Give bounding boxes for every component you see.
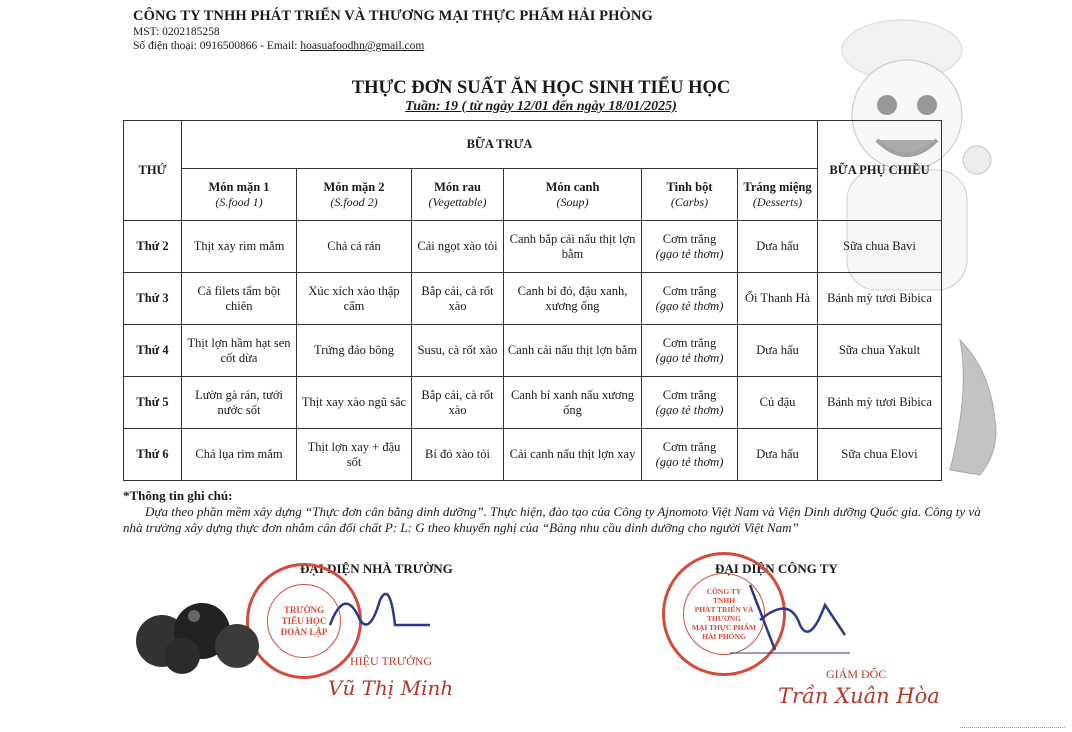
dish-text: Dưa hấu	[756, 447, 799, 461]
company-name: CÔNG TY TNHH PHÁT TRIỂN VÀ THƯƠNG MẠI THỰC PHẨM HẢI PHÒNG	[133, 8, 653, 24]
menu-cell	[504, 221, 642, 273]
principal-name: Vũ Thị Minh	[328, 676, 454, 700]
dish-text: Thịt lợn xay + đậu sốt	[307, 439, 401, 469]
menu-row	[124, 273, 942, 325]
dish-text: Cơm trắng	[662, 439, 717, 454]
menu-cell	[504, 273, 642, 325]
col-header	[738, 169, 818, 221]
dish-text: Bánh mỳ tươi Bibica	[827, 395, 932, 409]
dish-text: Bí đỏ xào tỏi	[425, 447, 490, 461]
menu-table	[123, 120, 942, 481]
dish-text: Lườn gà rán, tưới nước sốt	[195, 387, 283, 417]
menu-cell	[297, 377, 412, 429]
dish-text: Cải canh nấu thịt lợn xay	[509, 447, 636, 461]
dish-text: Ổi Thanh Hà	[744, 291, 811, 305]
col-name: Món canh	[545, 179, 600, 194]
stamp-text: TRƯỜNG	[283, 604, 325, 615]
col-name: Món mặn 1	[208, 179, 270, 194]
menu-cell	[412, 273, 504, 325]
tax-code: MST: 0202185258	[133, 26, 220, 38]
carb-note: (gạo tẻ thơm)	[655, 454, 724, 469]
phone-text: Số điện thoại: 0916500866 - Email:	[133, 40, 301, 52]
dish-text: Củ đậu	[759, 395, 796, 409]
page-edge-divider	[960, 727, 1065, 728]
stamp-text: TNHH	[712, 596, 736, 605]
menu-cell	[818, 377, 942, 429]
menu-cell	[182, 325, 297, 377]
menu-cell	[738, 325, 818, 377]
email-link[interactable]: hoasuafoodhn@gmail.com	[300, 40, 425, 52]
col-header	[182, 169, 297, 221]
menu-cell	[642, 273, 738, 325]
menu-body	[124, 221, 942, 481]
menu-cell	[297, 325, 412, 377]
menu-cell	[818, 273, 942, 325]
menu-cell	[412, 429, 504, 481]
dish-text: Canh bắp cải nấu thịt lợn bằm	[509, 231, 636, 261]
dish-text: Susu, cà rốt xào	[417, 343, 498, 357]
menu-cell	[182, 429, 297, 481]
day-cell: Thứ 2	[124, 221, 182, 273]
col-sub: (Vegettable)	[428, 194, 487, 209]
menu-row	[124, 377, 942, 429]
dish-text: Bắp cải, cà rốt xào	[421, 387, 494, 417]
dish-text: Canh bí đỏ, đậu xanh, xương ống	[517, 283, 628, 313]
col-header	[642, 169, 738, 221]
menu-row	[124, 429, 942, 481]
col-sub: (Carbs)	[670, 194, 709, 209]
col-name: Món mặn 2	[323, 179, 385, 194]
menu-cell	[412, 325, 504, 377]
notes-body: Dựa theo phần mềm xây dựng “Thực đơn cân bằng dinh dưỡng”. Thực hiện, đào tạo của Công ty Ajnomoto Việt Nam và Viện Dinh dưỡng Quốc gia. Công ty và nhà trường xây dựng thực đơn nhằm cân đối chất P: L: G theo khuyến nghị của “Bảng nhu cầu dinh dưỡng cho người Việt Nam”	[123, 504, 981, 535]
stamp-text: ĐOÀN LẬP	[280, 626, 328, 637]
col-name: Món rau	[434, 179, 481, 194]
menu-cell	[818, 429, 942, 481]
menu-cell	[297, 273, 412, 325]
menu-cell	[818, 325, 942, 377]
dish-text: Canh cải nấu thịt lợn bằm	[507, 343, 638, 357]
carb-note: (gạo tẻ thơm)	[655, 298, 724, 313]
menu-cell	[642, 221, 738, 273]
col-header	[504, 169, 642, 221]
menu-cell	[738, 273, 818, 325]
menu-cell	[504, 325, 642, 377]
day-cell: Thứ 3	[124, 273, 182, 325]
day-cell: Thứ 4	[124, 325, 182, 377]
col-sub: (Soup)	[556, 194, 589, 209]
menu-cell	[412, 221, 504, 273]
menu-row	[124, 325, 942, 377]
stamp-text: HẢI PHÒNG	[702, 632, 746, 641]
notes-section	[123, 488, 983, 536]
col-sub: (S.food 2)	[330, 194, 378, 209]
col-name: Tráng miệng	[743, 179, 812, 194]
header-lunch: BỮA TRƯA	[182, 121, 818, 169]
dish-text: Bắp cải, cà rốt xào	[421, 283, 494, 313]
dish-text: Chả lụa rim mắm	[195, 447, 283, 461]
menu-cell	[738, 377, 818, 429]
stamp-text: PHÁT TRIỂN VÀ THƯƠNG	[694, 605, 754, 623]
menu-cell	[182, 377, 297, 429]
principal-title: HIỆU TRƯỞNG	[350, 654, 433, 668]
day-cell: Thứ 6	[124, 429, 182, 481]
dish-text: Trứng đảo bông	[314, 343, 394, 357]
director-name: Trần Xuân Hòa	[778, 684, 940, 708]
menu-cell	[297, 429, 412, 481]
company-header	[133, 8, 653, 53]
week-subtitle: Tuần: 19 ( từ ngày 12/01 đến ngày 18/01/2025)	[405, 99, 677, 114]
menu-cell	[412, 377, 504, 429]
dish-text: Sữa chua Bavi	[843, 239, 916, 253]
menu-cell	[642, 325, 738, 377]
dish-text: Cải ngọt xào tỏi	[417, 239, 498, 253]
col-header	[297, 169, 412, 221]
col-header	[412, 169, 504, 221]
dish-text: Thịt xay xào ngũ sắc	[301, 395, 407, 409]
dish-text: Chả cá rán	[327, 239, 381, 253]
carb-note: (gạo tẻ thơm)	[655, 246, 724, 261]
vegetable-illustration-icon	[940, 330, 1010, 480]
director-signature-icon	[730, 575, 850, 655]
dish-text: Xúc xích xào thập cẩm	[308, 283, 400, 313]
school-representative-label: ĐẠI DIỆN NHÀ TRƯỜNG	[300, 561, 453, 576]
col-sub: (S.food 1)	[215, 194, 263, 209]
header-snack-label: BỮA PHỤ CHIỀU	[829, 163, 930, 177]
dish-text: Canh bí xanh nấu xương ống	[510, 387, 635, 417]
menu-cell	[738, 429, 818, 481]
menu-cell	[642, 429, 738, 481]
dish-text: Dưa hấu	[756, 239, 799, 253]
dish-text: Cơm trắng	[662, 231, 717, 246]
carb-note: (gạo tẻ thơm)	[655, 402, 724, 417]
dish-text: Thịt lợn hầm hạt sen cốt dừa	[187, 335, 291, 365]
day-cell: Thứ 5	[124, 377, 182, 429]
dish-text: Thịt xay rim mắm	[193, 239, 285, 253]
dish-text: Cơm trắng	[662, 335, 717, 350]
menu-cell	[818, 221, 942, 273]
menu-cell	[642, 377, 738, 429]
menu-cell	[738, 221, 818, 273]
dish-text: Cơm trắng	[662, 283, 717, 298]
principal-signature-icon	[325, 580, 435, 640]
stamp-text: CÔNG TY	[706, 587, 742, 596]
menu-cell	[504, 377, 642, 429]
menu-cell	[297, 221, 412, 273]
company-representative-label: ĐẠI DIỆN CÔNG TY	[715, 561, 838, 576]
dish-text: Sữa chua Elovi	[841, 447, 918, 461]
header-day: THỨ	[124, 121, 182, 221]
stamp-text: TIỂU HỌC	[281, 615, 327, 626]
director-title: GIÁM ĐỐC	[826, 667, 887, 681]
menu-row	[124, 221, 942, 273]
menu-title: THỰC ĐƠN SUẤT ĂN HỌC SINH TIỂU HỌC	[351, 78, 731, 98]
dish-text: Sữa chua Yakult	[838, 343, 921, 357]
col-sub: (Desserts)	[752, 194, 803, 209]
dish-text: Bánh mỳ tươi Bibica	[827, 291, 932, 305]
dish-text: Cá filets tẩm bột chiên	[197, 283, 281, 313]
contact-line	[133, 39, 653, 53]
menu-cell	[504, 429, 642, 481]
dish-text: Dưa hấu	[756, 343, 799, 357]
menu-cell	[182, 273, 297, 325]
dish-text: Cơm trắng	[662, 387, 717, 402]
menu-cell	[182, 221, 297, 273]
stamp-text: MẠI THỰC PHẨM	[691, 623, 757, 632]
tomato-illustration-icon	[132, 586, 260, 676]
notes-title: *Thông tin ghi chú:	[123, 488, 233, 503]
header-snack	[818, 121, 942, 221]
carb-note: (gạo tẻ thơm)	[655, 350, 724, 365]
col-name: Tinh bột	[666, 179, 713, 194]
